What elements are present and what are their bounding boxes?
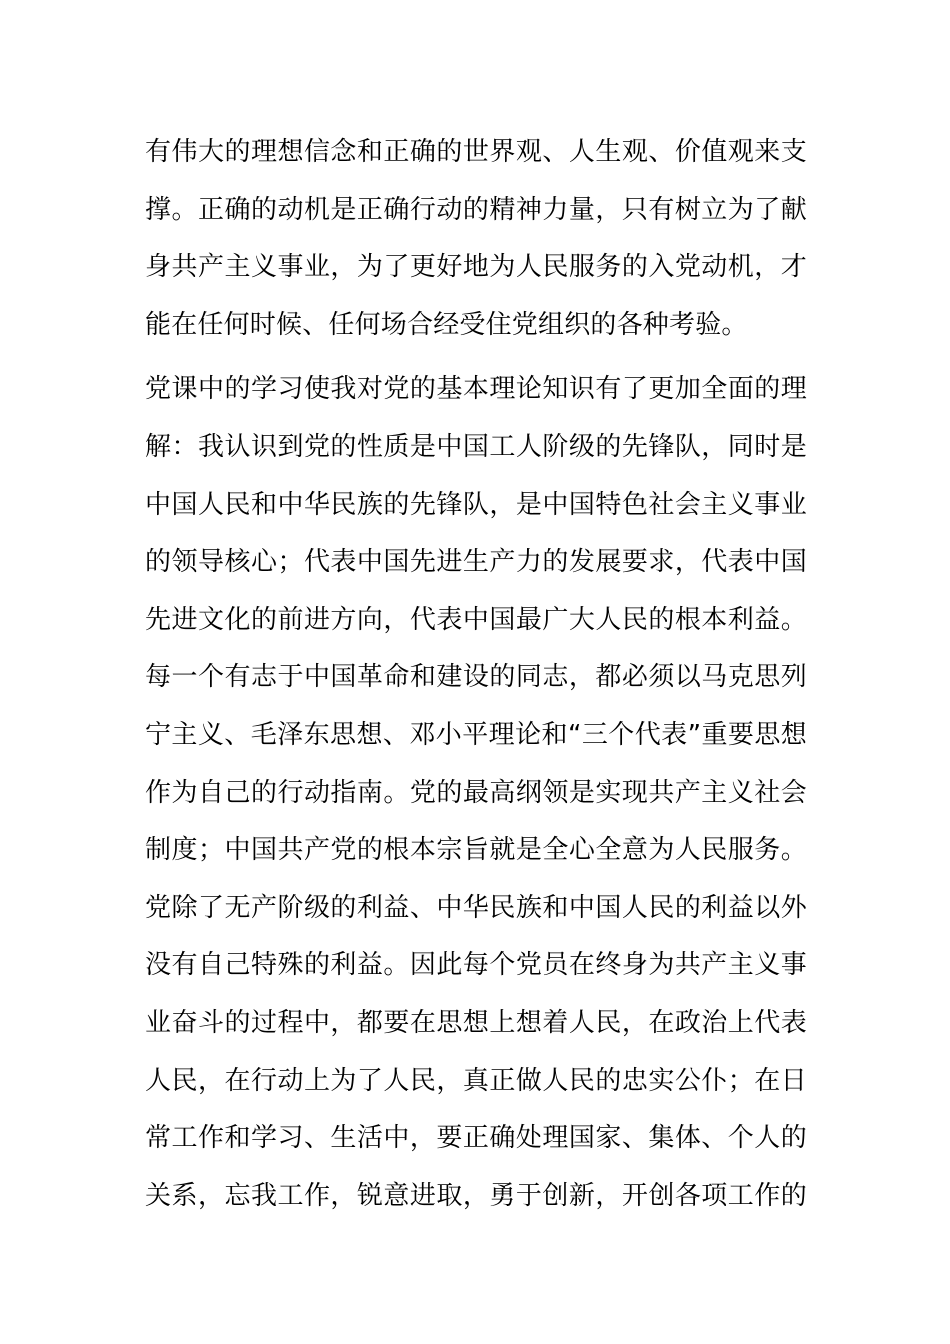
text-line: 党课中的学习使我对党的基本理论知识有了更加全面的理 [145, 374, 807, 405]
text-line: 解：我认识到党的性质是中国工人阶级的先锋队，同时是 [145, 431, 807, 462]
text-line: 每一个有志于中国革命和建设的同志，都必须以马克思列 [145, 662, 807, 693]
text-line: 人民，在行动上为了人民，真正做人民的忠实公仆；在日 [145, 1065, 807, 1096]
text-line: 业奋斗的过程中，都要在思想上想着人民，在政治上代表 [145, 1007, 807, 1038]
text-line: 有伟大的理想信念和正确的世界观、人生观、价值观来支 [145, 137, 807, 167]
text-line: 中国人民和中华民族的先锋队，是中国特色社会主义事业 [145, 489, 807, 520]
text-line: 先进文化的前进方向，代表中国最广大人民的根本利益。 [145, 604, 807, 635]
paragraph-1 [145, 124, 807, 354]
text-line: 身共产主义事业，为了更好地为人民服务的入党动机，才 [145, 252, 807, 283]
text-line: 没有自己特殊的利益。因此每个党员在终身为共产主义事 [145, 950, 807, 981]
text-line: 党除了无产阶级的利益、中华民族和中国人民的利益以外 [145, 892, 807, 923]
text-line: 能在任何时候、任何场合经受住党组织的各种考验。 [145, 309, 748, 340]
paragraph-spacing [145, 354, 807, 361]
document-body [145, 124, 807, 1225]
text-line: 作为自己的行动指南。党的最高纲领是实现共产主义社会 [145, 777, 807, 808]
text-line: 制度；中国共产党的根本宗旨就是全心全意为人民服务。 [145, 835, 807, 866]
paragraph-2 [145, 361, 807, 1225]
text-line: 关系，忘我工作，锐意进取，勇于创新，开创各项工作的 [145, 1180, 807, 1211]
text-line: 常工作和学习、生活中，要正确处理国家、集体、个人的 [145, 1123, 807, 1154]
text-line: 的领导核心；代表中国先进生产力的发展要求，代表中国 [145, 547, 807, 578]
text-line: 撑。正确的动机是正确行动的精神力量，只有树立为了献 [145, 194, 807, 225]
text-line: 宁主义、毛泽东思想、邓小平理论和“三个代表”重要思想 [145, 719, 807, 750]
